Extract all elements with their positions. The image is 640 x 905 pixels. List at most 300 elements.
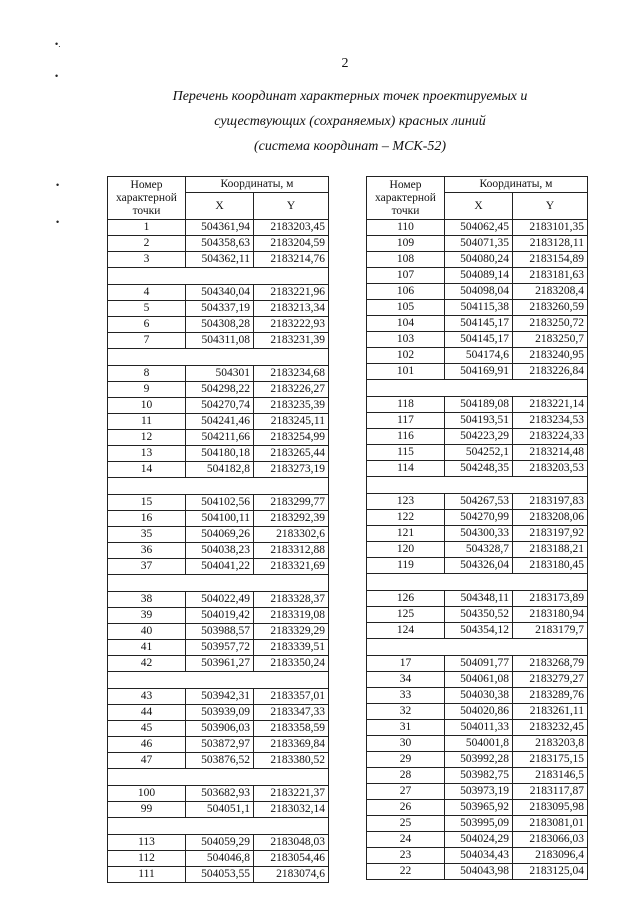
y-coordinate-cell: 2183299,77 [254, 495, 329, 511]
point-number-cell: 118 [367, 397, 445, 413]
title-line: (система координат – МСК-52) [253, 139, 447, 154]
x-coordinate-cell: 504098,04 [445, 284, 513, 300]
x-coordinate-cell: 503957,72 [186, 640, 254, 656]
point-number-cell: 34 [367, 672, 445, 688]
point-number-cell: 47 [108, 753, 186, 769]
separator-cell [108, 769, 329, 786]
point-number-cell: 106 [367, 284, 445, 300]
header-point-number: Номер характерной точки [108, 177, 186, 220]
separator-cell [108, 268, 329, 285]
coordinates-table-left [107, 176, 329, 883]
y-coordinate-cell: 2183339,51 [254, 640, 329, 656]
table-row [108, 398, 329, 414]
point-number-cell: 125 [367, 607, 445, 623]
x-coordinate-cell: 504189,08 [445, 397, 513, 413]
y-coordinate-cell: 2183273,19 [254, 462, 329, 478]
separator-cell [108, 575, 329, 592]
point-number-cell: 104 [367, 316, 445, 332]
x-coordinate-cell: 504182,8 [186, 462, 254, 478]
y-coordinate-cell: 2183175,15 [513, 752, 588, 768]
y-coordinate-cell: 2183235,39 [254, 398, 329, 414]
x-coordinate-cell: 504337,19 [186, 301, 254, 317]
header-y: Y [254, 193, 329, 220]
x-coordinate-cell: 504180,18 [186, 446, 254, 462]
point-number-cell: 124 [367, 623, 445, 639]
table-row [108, 672, 329, 689]
y-coordinate-cell: 2183319,08 [254, 608, 329, 624]
x-coordinate-cell: 504059,29 [186, 835, 254, 851]
point-number-cell: 40 [108, 624, 186, 640]
y-coordinate-cell: 2183261,11 [513, 704, 588, 720]
x-coordinate-cell: 504311,08 [186, 333, 254, 349]
point-number-cell: 35 [108, 527, 186, 543]
y-coordinate-cell: 2183254,99 [254, 430, 329, 446]
x-coordinate-cell: 504301 [186, 366, 254, 382]
point-number-cell: 120 [367, 542, 445, 558]
page-number: 2 [341, 56, 349, 71]
table-body-left [108, 220, 329, 883]
y-coordinate-cell: 2183214,48 [513, 445, 588, 461]
y-coordinate-cell: 2183221,96 [254, 285, 329, 301]
point-number-cell: 8 [108, 366, 186, 382]
table-row [108, 414, 329, 430]
y-coordinate-cell: 2183204,59 [254, 236, 329, 252]
point-number-cell: 28 [367, 768, 445, 784]
y-coordinate-cell: 2183369,84 [254, 737, 329, 753]
point-number-cell: 1 [108, 220, 186, 236]
point-number-cell: 99 [108, 802, 186, 818]
x-coordinate-cell: 504145,17 [445, 316, 513, 332]
y-coordinate-cell: 2183329,29 [254, 624, 329, 640]
table-row [367, 607, 588, 623]
y-coordinate-cell: 2183179,7 [513, 623, 588, 639]
x-coordinate-cell: 504080,24 [445, 252, 513, 268]
y-coordinate-cell: 2183081,01 [513, 816, 588, 832]
point-number-cell: 43 [108, 689, 186, 705]
table-row [367, 752, 588, 768]
table-row [108, 608, 329, 624]
point-number-cell: 111 [108, 867, 186, 883]
table-row [367, 816, 588, 832]
point-number-cell: 2 [108, 236, 186, 252]
x-coordinate-cell: 504053,55 [186, 867, 254, 883]
table-row [367, 542, 588, 558]
table-row [108, 478, 329, 495]
x-coordinate-cell: 504361,94 [186, 220, 254, 236]
y-coordinate-cell: 2183292,39 [254, 511, 329, 527]
x-coordinate-cell: 504041,22 [186, 559, 254, 575]
table-row [108, 802, 329, 818]
y-coordinate-cell: 2183096,4 [513, 848, 588, 864]
table-row [367, 220, 588, 236]
x-coordinate-cell: 503682,93 [186, 786, 254, 802]
document-title [100, 84, 600, 159]
x-coordinate-cell: 504030,38 [445, 688, 513, 704]
y-coordinate-cell: 2183250,7 [513, 332, 588, 348]
table-row [367, 688, 588, 704]
x-coordinate-cell: 504069,26 [186, 527, 254, 543]
y-coordinate-cell: 2183048,03 [254, 835, 329, 851]
x-coordinate-cell: 504115,38 [445, 300, 513, 316]
table-row [367, 300, 588, 316]
table-row [108, 220, 329, 236]
table-row [367, 268, 588, 284]
x-coordinate-cell: 504051,1 [186, 802, 254, 818]
table-row [108, 366, 329, 382]
table-row [367, 639, 588, 656]
table-row [108, 446, 329, 462]
x-coordinate-cell: 504034,43 [445, 848, 513, 864]
x-coordinate-cell: 504223,29 [445, 429, 513, 445]
table-row [367, 574, 588, 591]
table-row [367, 672, 588, 688]
x-coordinate-cell: 504358,63 [186, 236, 254, 252]
table-row [367, 591, 588, 607]
point-number-cell: 37 [108, 559, 186, 575]
separator-cell [108, 349, 329, 366]
y-coordinate-cell: 2183312,88 [254, 543, 329, 559]
point-number-cell: 9 [108, 382, 186, 398]
x-coordinate-cell: 504300,33 [445, 526, 513, 542]
header-coordinates: Координаты, м [445, 177, 588, 193]
x-coordinate-cell: 504102,56 [186, 495, 254, 511]
point-number-cell: 126 [367, 591, 445, 607]
x-coordinate-cell: 504046,8 [186, 851, 254, 867]
y-coordinate-cell: 2183095,98 [513, 800, 588, 816]
x-coordinate-cell: 504011,33 [445, 720, 513, 736]
table-row [108, 301, 329, 317]
table-row [367, 623, 588, 639]
x-coordinate-cell: 504145,17 [445, 332, 513, 348]
x-coordinate-cell: 504169,91 [445, 364, 513, 380]
x-coordinate-cell: 503992,28 [445, 752, 513, 768]
point-number-cell: 3 [108, 252, 186, 268]
point-number-cell: 112 [108, 851, 186, 867]
y-coordinate-cell: 2183234,53 [513, 413, 588, 429]
table-row [108, 543, 329, 559]
point-number-cell: 116 [367, 429, 445, 445]
x-coordinate-cell: 503961,27 [186, 656, 254, 672]
x-coordinate-cell: 503982,75 [445, 768, 513, 784]
table-row [367, 236, 588, 252]
table-row [367, 429, 588, 445]
header-x: X [445, 193, 513, 220]
y-coordinate-cell: 2183380,52 [254, 753, 329, 769]
table-row [367, 494, 588, 510]
table-row [367, 332, 588, 348]
y-coordinate-cell: 2183214,76 [254, 252, 329, 268]
separator-cell [108, 672, 329, 689]
y-coordinate-cell: 2183203,45 [254, 220, 329, 236]
table-row [108, 656, 329, 672]
x-coordinate-cell: 504348,11 [445, 591, 513, 607]
x-coordinate-cell: 504100,11 [186, 511, 254, 527]
point-number-cell: 38 [108, 592, 186, 608]
y-coordinate-cell: 2183221,14 [513, 397, 588, 413]
point-number-cell: 121 [367, 526, 445, 542]
x-coordinate-cell: 504174,6 [445, 348, 513, 364]
point-number-cell: 122 [367, 510, 445, 526]
y-coordinate-cell: 2183180,94 [513, 607, 588, 623]
x-coordinate-cell: 504354,12 [445, 623, 513, 639]
table-row [367, 348, 588, 364]
x-coordinate-cell: 504019,42 [186, 608, 254, 624]
point-number-cell: 4 [108, 285, 186, 301]
table-row [367, 510, 588, 526]
x-coordinate-cell: 504326,04 [445, 558, 513, 574]
table-row [367, 704, 588, 720]
x-coordinate-cell: 503939,09 [186, 705, 254, 721]
x-coordinate-cell: 504001,8 [445, 736, 513, 752]
table-row [108, 511, 329, 527]
y-coordinate-cell: 2183188,21 [513, 542, 588, 558]
point-number-cell: 14 [108, 462, 186, 478]
table-row [108, 462, 329, 478]
x-coordinate-cell: 503942,31 [186, 689, 254, 705]
y-coordinate-cell: 2183265,44 [254, 446, 329, 462]
y-coordinate-cell: 2183226,27 [254, 382, 329, 398]
y-coordinate-cell: 2183197,92 [513, 526, 588, 542]
table-row [367, 800, 588, 816]
table-row [108, 818, 329, 835]
y-coordinate-cell: 2183328,37 [254, 592, 329, 608]
y-coordinate-cell: 2183101,35 [513, 220, 588, 236]
x-coordinate-cell: 504043,98 [445, 864, 513, 880]
y-coordinate-cell: 2183289,76 [513, 688, 588, 704]
point-number-cell: 105 [367, 300, 445, 316]
y-coordinate-cell: 2183245,11 [254, 414, 329, 430]
point-number-cell: 100 [108, 786, 186, 802]
y-coordinate-cell: 2183224,33 [513, 429, 588, 445]
separator-cell [367, 477, 588, 494]
point-number-cell: 39 [108, 608, 186, 624]
header-coordinates: Координаты, м [186, 177, 329, 193]
x-coordinate-cell: 504252,1 [445, 445, 513, 461]
point-number-cell: 23 [367, 848, 445, 864]
x-coordinate-cell: 504340,04 [186, 285, 254, 301]
table-row [367, 720, 588, 736]
separator-cell [108, 478, 329, 495]
x-coordinate-cell: 503973,19 [445, 784, 513, 800]
point-number-cell: 32 [367, 704, 445, 720]
point-number-cell: 29 [367, 752, 445, 768]
point-number-cell: 31 [367, 720, 445, 736]
x-coordinate-cell: 503906,03 [186, 721, 254, 737]
y-coordinate-cell: 2183250,72 [513, 316, 588, 332]
table-row [367, 784, 588, 800]
point-number-cell: 7 [108, 333, 186, 349]
table-row [367, 284, 588, 300]
point-number-cell: 117 [367, 413, 445, 429]
scan-mark: • [56, 217, 60, 227]
y-coordinate-cell: 2183154,89 [513, 252, 588, 268]
y-coordinate-cell: 2183302,6 [254, 527, 329, 543]
y-coordinate-cell: 2183203,8 [513, 736, 588, 752]
table-row [108, 835, 329, 851]
separator-cell [367, 639, 588, 656]
table-row [367, 413, 588, 429]
scan-mark: •. [55, 39, 61, 49]
table-row [367, 768, 588, 784]
y-coordinate-cell: 2183032,14 [254, 802, 329, 818]
table-row [108, 737, 329, 753]
header-point-number: Номер характерной точки [367, 177, 445, 220]
point-number-cell: 107 [367, 268, 445, 284]
x-coordinate-cell: 504020,86 [445, 704, 513, 720]
x-coordinate-cell: 504062,45 [445, 220, 513, 236]
y-coordinate-cell: 2183357,01 [254, 689, 329, 705]
y-coordinate-cell: 2183054,46 [254, 851, 329, 867]
point-number-cell: 6 [108, 317, 186, 333]
point-number-cell: 22 [367, 864, 445, 880]
x-coordinate-cell: 503988,57 [186, 624, 254, 640]
table-row [108, 317, 329, 333]
y-coordinate-cell: 2183180,45 [513, 558, 588, 574]
table-row [108, 592, 329, 608]
y-coordinate-cell: 2183321,69 [254, 559, 329, 575]
point-number-cell: 25 [367, 816, 445, 832]
y-coordinate-cell: 2183074,6 [254, 867, 329, 883]
title-line: Перечень координат характерных точек проектируемых и [172, 89, 528, 104]
x-coordinate-cell: 504248,35 [445, 461, 513, 477]
x-coordinate-cell: 504328,7 [445, 542, 513, 558]
table-row [367, 461, 588, 477]
point-number-cell: 101 [367, 364, 445, 380]
x-coordinate-cell: 504350,52 [445, 607, 513, 623]
table-row [367, 380, 588, 397]
y-coordinate-cell: 2183358,59 [254, 721, 329, 737]
y-coordinate-cell: 2183213,34 [254, 301, 329, 317]
y-coordinate-cell: 2183240,95 [513, 348, 588, 364]
y-coordinate-cell: 2183350,24 [254, 656, 329, 672]
point-number-cell: 16 [108, 511, 186, 527]
point-number-cell: 113 [108, 835, 186, 851]
table-row [367, 864, 588, 880]
table-row [367, 445, 588, 461]
point-number-cell: 10 [108, 398, 186, 414]
y-coordinate-cell: 2183222,93 [254, 317, 329, 333]
table-row [367, 477, 588, 494]
point-number-cell: 114 [367, 461, 445, 477]
x-coordinate-cell: 503872,97 [186, 737, 254, 753]
point-number-cell: 5 [108, 301, 186, 317]
point-number-cell: 44 [108, 705, 186, 721]
title-line: существующих (сохраняемых) красных линий [214, 114, 486, 129]
x-coordinate-cell: 504241,46 [186, 414, 254, 430]
y-coordinate-cell: 2183268,79 [513, 656, 588, 672]
point-number-cell: 119 [367, 558, 445, 574]
x-coordinate-cell: 504091,77 [445, 656, 513, 672]
table-row [108, 268, 329, 285]
table-row [367, 736, 588, 752]
point-number-cell: 12 [108, 430, 186, 446]
point-number-cell: 27 [367, 784, 445, 800]
y-coordinate-cell: 2183221,37 [254, 786, 329, 802]
point-number-cell: 26 [367, 800, 445, 816]
table-row [108, 236, 329, 252]
table-row [367, 558, 588, 574]
table-row [367, 656, 588, 672]
x-coordinate-cell: 504211,66 [186, 430, 254, 446]
x-coordinate-cell: 504038,23 [186, 543, 254, 559]
x-coordinate-cell: 504061,08 [445, 672, 513, 688]
table-row [108, 527, 329, 543]
y-coordinate-cell: 2183231,39 [254, 333, 329, 349]
separator-cell [367, 574, 588, 591]
table-row [108, 867, 329, 883]
table-row [108, 252, 329, 268]
x-coordinate-cell: 504089,14 [445, 268, 513, 284]
y-coordinate-cell: 2183203,53 [513, 461, 588, 477]
table-row [108, 285, 329, 301]
point-number-cell: 109 [367, 236, 445, 252]
y-coordinate-cell: 2183066,03 [513, 832, 588, 848]
point-number-cell: 11 [108, 414, 186, 430]
scan-mark: • [56, 180, 60, 190]
table-row [367, 397, 588, 413]
x-coordinate-cell: 504071,35 [445, 236, 513, 252]
table-row [367, 316, 588, 332]
table-row [367, 526, 588, 542]
x-coordinate-cell: 504193,51 [445, 413, 513, 429]
y-coordinate-cell: 2183232,45 [513, 720, 588, 736]
y-coordinate-cell: 2183279,27 [513, 672, 588, 688]
x-coordinate-cell: 504270,74 [186, 398, 254, 414]
table-row [108, 640, 329, 656]
table-row [367, 364, 588, 380]
point-number-cell: 103 [367, 332, 445, 348]
table-row [108, 851, 329, 867]
point-number-cell: 123 [367, 494, 445, 510]
x-coordinate-cell: 504298,22 [186, 382, 254, 398]
y-coordinate-cell: 2183146,5 [513, 768, 588, 784]
point-number-cell: 102 [367, 348, 445, 364]
point-number-cell: 36 [108, 543, 186, 559]
table-row [108, 721, 329, 737]
y-coordinate-cell: 2183173,89 [513, 591, 588, 607]
x-coordinate-cell: 503876,52 [186, 753, 254, 769]
point-number-cell: 33 [367, 688, 445, 704]
y-coordinate-cell: 2183128,11 [513, 236, 588, 252]
point-number-cell: 110 [367, 220, 445, 236]
point-number-cell: 13 [108, 446, 186, 462]
y-coordinate-cell: 2183260,59 [513, 300, 588, 316]
header-x: X [186, 193, 254, 220]
table-row [108, 495, 329, 511]
point-number-cell: 30 [367, 736, 445, 752]
x-coordinate-cell: 503995,09 [445, 816, 513, 832]
table-body-right [367, 220, 588, 880]
scan-mark: • [55, 71, 59, 81]
header-y: Y [513, 193, 588, 220]
separator-cell [108, 818, 329, 835]
table-row [108, 753, 329, 769]
y-coordinate-cell: 2183125,04 [513, 864, 588, 880]
point-number-cell: 42 [108, 656, 186, 672]
y-coordinate-cell: 2183208,06 [513, 510, 588, 526]
point-number-cell: 115 [367, 445, 445, 461]
table-row [108, 689, 329, 705]
separator-cell [367, 380, 588, 397]
table-row [108, 705, 329, 721]
table-row [108, 786, 329, 802]
table-row [367, 252, 588, 268]
y-coordinate-cell: 2183226,84 [513, 364, 588, 380]
x-coordinate-cell: 504022,49 [186, 592, 254, 608]
y-coordinate-cell: 2183347,33 [254, 705, 329, 721]
point-number-cell: 15 [108, 495, 186, 511]
x-coordinate-cell: 504308,28 [186, 317, 254, 333]
